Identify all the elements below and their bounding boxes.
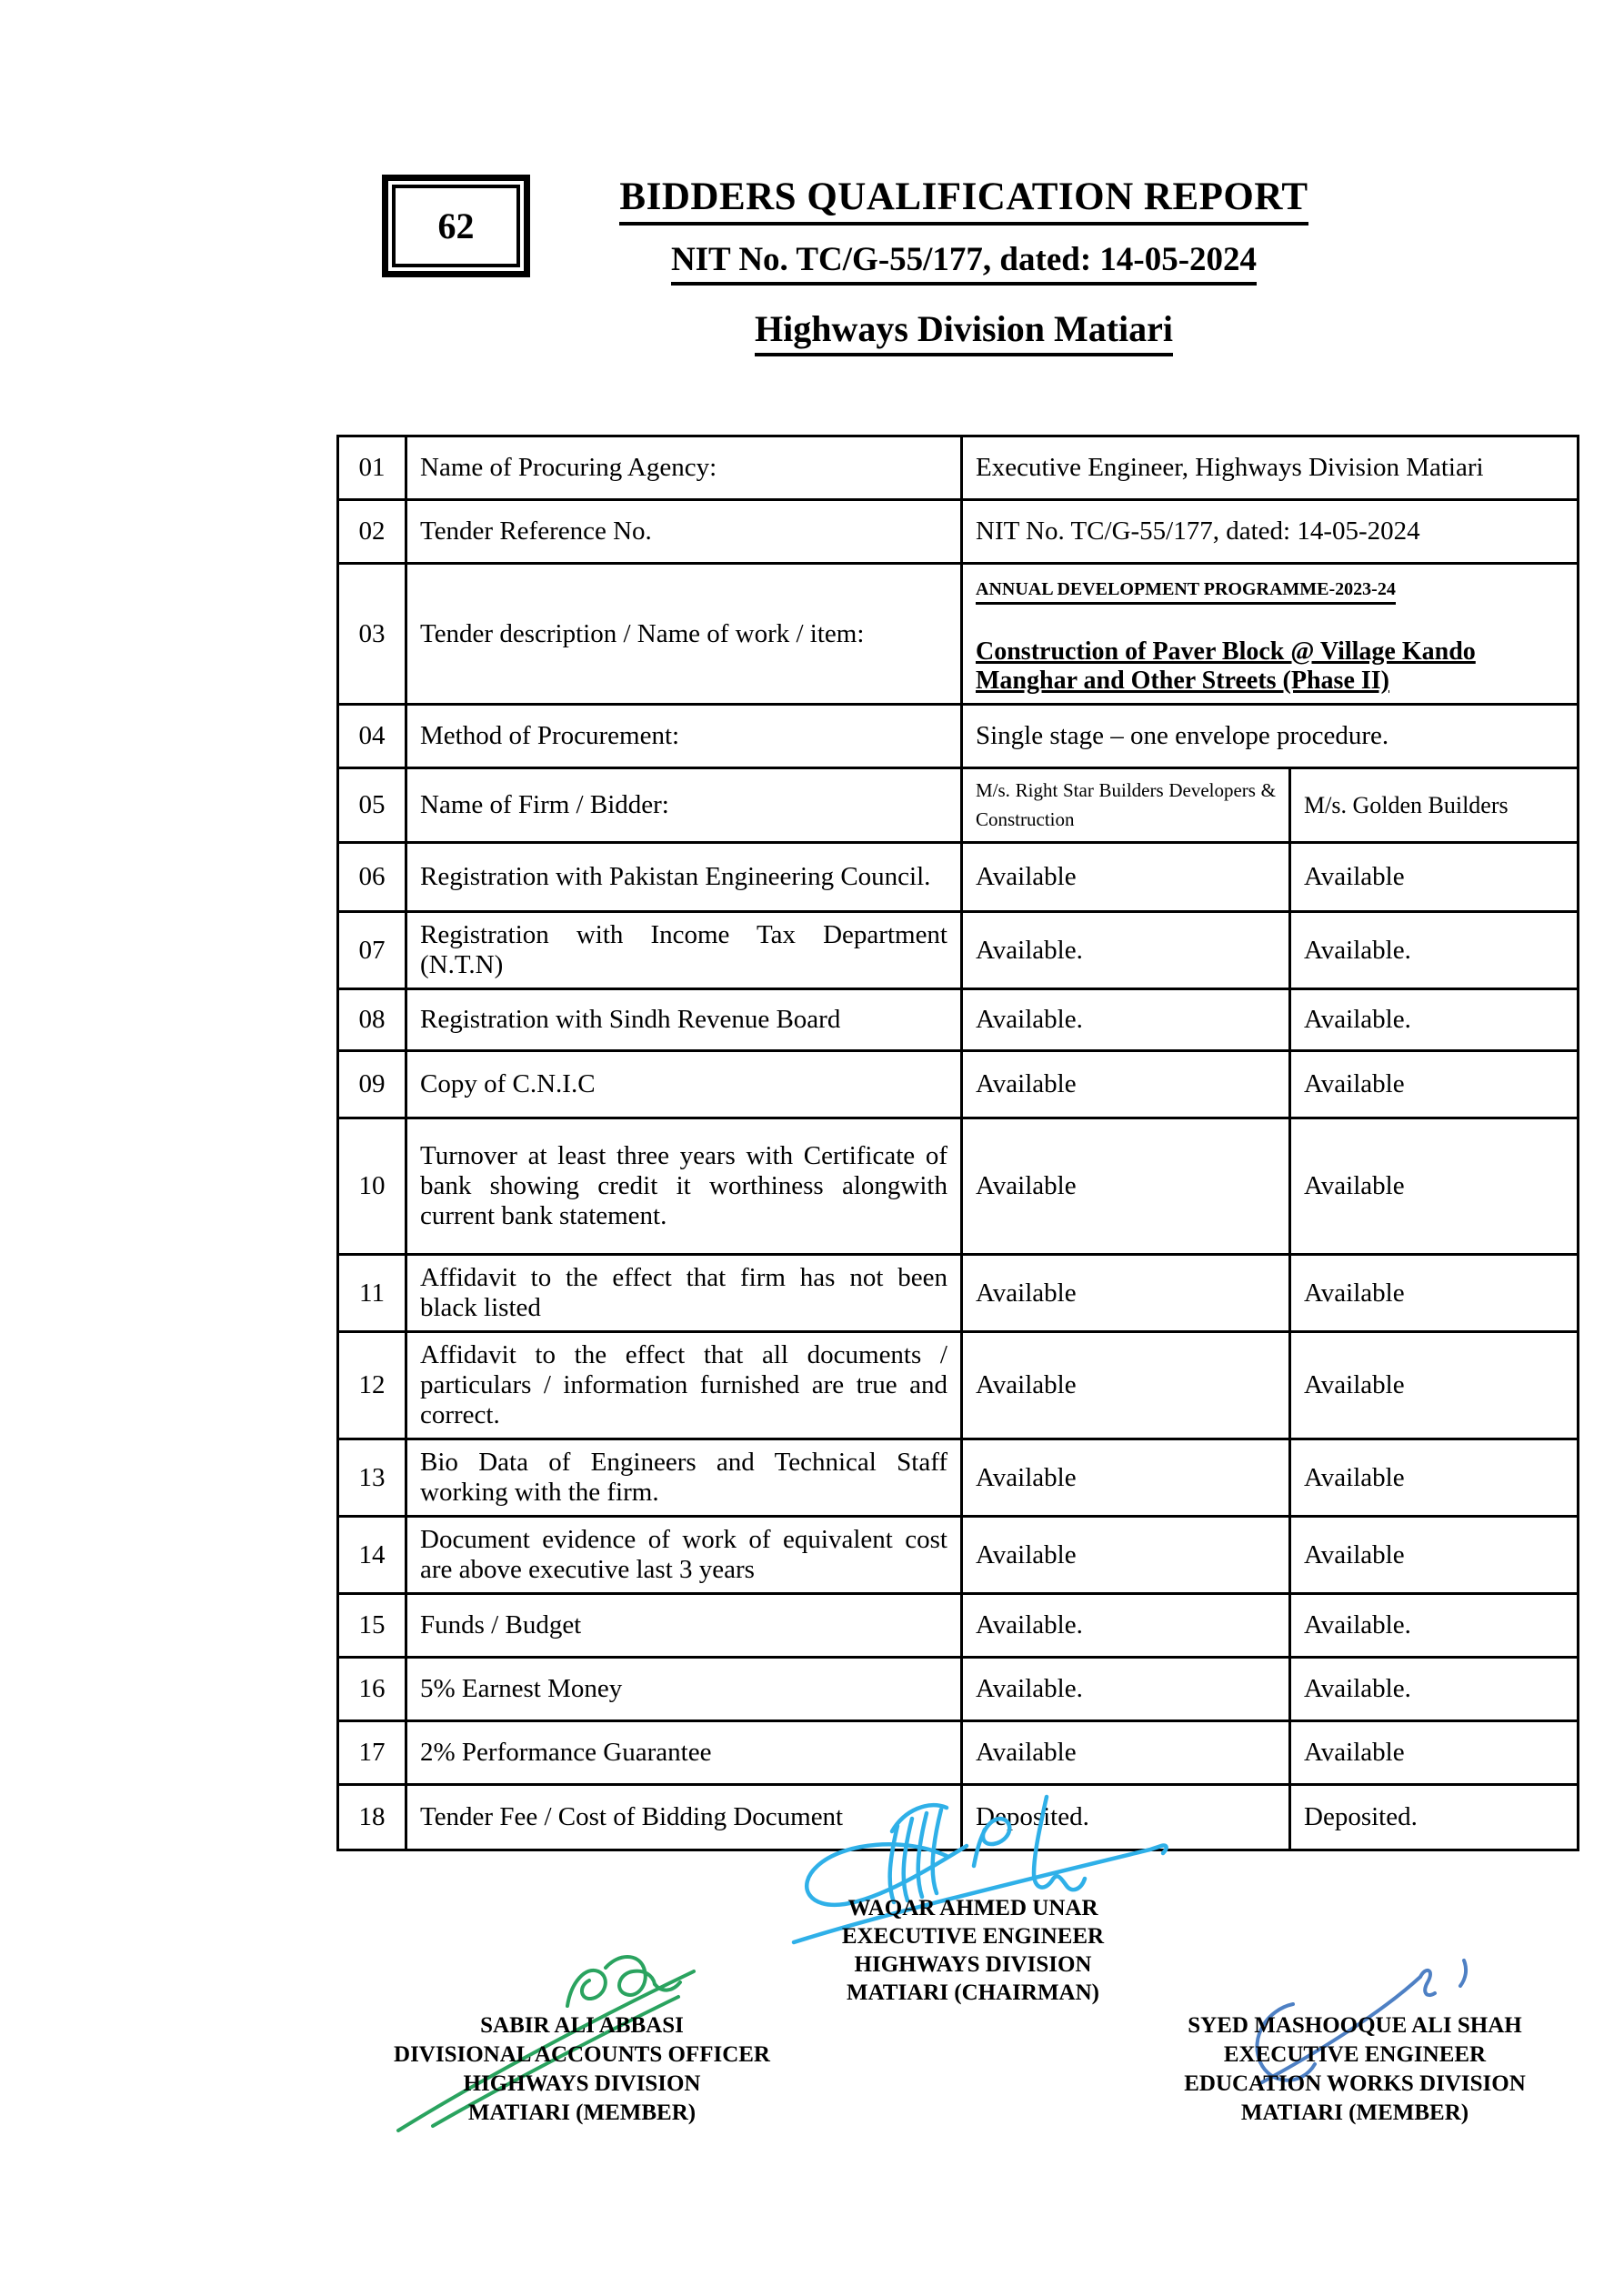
row-number-cell: 13 bbox=[338, 1439, 406, 1517]
bidder1-cell: Available bbox=[962, 1332, 1290, 1439]
bidder2-cell: Available bbox=[1290, 1332, 1579, 1439]
bidder2-cell: Available. bbox=[1290, 1594, 1579, 1658]
row-number-cell: 07 bbox=[338, 912, 406, 989]
report-header bbox=[400, 175, 1528, 356]
member-right-signature-block bbox=[1128, 2011, 1582, 2128]
table-row bbox=[338, 768, 1579, 843]
row-label-cell: Tender Reference No. bbox=[406, 500, 962, 564]
row-number-cell: 18 bbox=[338, 1785, 406, 1850]
row-label-cell: Name of Firm / Bidder: bbox=[406, 768, 962, 843]
bidder2-cell: M/s. Golden Builders bbox=[1290, 768, 1579, 843]
table-row bbox=[338, 705, 1579, 768]
division-title-row bbox=[400, 307, 1528, 356]
nit-reference-row bbox=[400, 240, 1528, 286]
bidder1-cell: Available. bbox=[962, 989, 1290, 1051]
bidder2-cell: Available. bbox=[1290, 912, 1579, 989]
table-row bbox=[338, 912, 1579, 989]
member-left-role: MATIARI (MEMBER) bbox=[467, 2100, 697, 2125]
row-number-cell: 05 bbox=[338, 768, 406, 843]
bidder1-cell: Available. bbox=[962, 1594, 1290, 1658]
row-number-cell: 03 bbox=[338, 564, 406, 705]
row-label-cell: Funds / Budget bbox=[406, 1594, 962, 1658]
report-title: BIDDERS QUALIFICATION REPORT bbox=[619, 175, 1308, 226]
row-number-cell: 09 bbox=[338, 1051, 406, 1118]
row-number-cell: 12 bbox=[338, 1332, 406, 1439]
row-number-cell: 02 bbox=[338, 500, 406, 564]
member-right-division: EDUCATION WORKS DIVISION bbox=[1184, 2071, 1526, 2096]
row-label-cell: Copy of C.N.I.C bbox=[406, 1051, 962, 1118]
row-number-cell: 15 bbox=[338, 1594, 406, 1658]
row-number-cell: 10 bbox=[338, 1118, 406, 1255]
row-number-cell: 16 bbox=[338, 1658, 406, 1721]
row-label-cell: Tender Fee / Cost of Bidding Document bbox=[406, 1785, 962, 1850]
row-label-cell: Turnover at least three years with Certificate of bank showing credit it worthiness alongwith current bank statement. bbox=[406, 1118, 962, 1255]
bidder2-cell: Available bbox=[1290, 1517, 1579, 1594]
bidder1-cell: Deposited. bbox=[962, 1785, 1290, 1850]
row-value-cell: Single stage – one envelope procedure. bbox=[962, 705, 1579, 768]
row-label-cell: Method of Procurement: bbox=[406, 705, 962, 768]
bidder1-cell: Available. bbox=[962, 1658, 1290, 1721]
row-label-cell: Document evidence of work of equivalent cost are above executive last 3 years bbox=[406, 1517, 962, 1594]
report-title-row bbox=[400, 175, 1528, 226]
table-row bbox=[338, 1255, 1579, 1332]
table-row bbox=[338, 1051, 1579, 1118]
row-value-cell bbox=[962, 564, 1579, 705]
row-label-cell: Name of Procuring Agency: bbox=[406, 436, 962, 500]
member-right-name: SYED MASHOOQUE ALI SHAH bbox=[1188, 2013, 1522, 2038]
bidder1-cell: Available bbox=[962, 1118, 1290, 1255]
bidder2-cell: Available. bbox=[1290, 989, 1579, 1051]
bidder1-cell: M/s. Right Star Builders Developers & Construction bbox=[962, 768, 1290, 843]
table-row bbox=[338, 843, 1579, 912]
bidder1-cell: Available bbox=[962, 843, 1290, 912]
bidder1-cell: Available bbox=[962, 1255, 1290, 1332]
row-label-cell: 2% Performance Guarantee bbox=[406, 1721, 962, 1785]
bidder2-cell: Available bbox=[1290, 1439, 1579, 1517]
chairman-title: EXECUTIVE ENGINEER bbox=[841, 1924, 1105, 1949]
table-row bbox=[338, 1658, 1579, 1721]
member-right-role: MATIARI (MEMBER) bbox=[1240, 2100, 1469, 2125]
programme-heading: ANNUAL DEVELOPMENT PROGRAMME-2023-24 bbox=[976, 579, 1396, 605]
row-value-cell: NIT No. TC/G-55/177, dated: 14-05-2024 bbox=[962, 500, 1579, 564]
table-row bbox=[338, 1721, 1579, 1785]
row-number-cell: 04 bbox=[338, 705, 406, 768]
table-row bbox=[338, 500, 1579, 564]
bidder1-cell: Available. bbox=[962, 912, 1290, 989]
table-row bbox=[338, 1118, 1579, 1255]
bidder2-cell: Available bbox=[1290, 1255, 1579, 1332]
bidder2-cell: Available bbox=[1290, 1721, 1579, 1785]
table-row bbox=[338, 436, 1579, 500]
page-number: 62 bbox=[392, 185, 520, 267]
member-left-signature-block bbox=[355, 2011, 809, 2128]
table-row bbox=[338, 1332, 1579, 1439]
row-label-cell: Tender description / Name of work / item: bbox=[406, 564, 962, 705]
bidder2-cell: Available bbox=[1290, 1051, 1579, 1118]
row-number-cell: 11 bbox=[338, 1255, 406, 1332]
chairman-division: HIGHWAYS DIVISION bbox=[854, 1952, 1092, 1977]
row-label-cell: Affidavit to the effect that all documents / particulars / information furnished are true and correct. bbox=[406, 1332, 962, 1439]
division-title: Highways Division Matiari bbox=[755, 307, 1173, 356]
member-left-name: SABIR ALI ABBASI bbox=[480, 2013, 684, 2038]
work-name: Construction of Paver Block @ Village Kando Manghar and Other Streets (Phase II) bbox=[976, 637, 1476, 695]
chairman-role: MATIARI (CHAIRMAN) bbox=[847, 1980, 1099, 2005]
member-left-division: HIGHWAYS DIVISION bbox=[463, 2071, 701, 2096]
table-row bbox=[338, 564, 1579, 705]
row-number-cell: 01 bbox=[338, 436, 406, 500]
row-number-cell: 17 bbox=[338, 1721, 406, 1785]
bidder1-cell: Available bbox=[962, 1051, 1290, 1118]
bidder2-cell: Available bbox=[1290, 1118, 1579, 1255]
row-label-cell: Registration with Pakistan Engineering Council. bbox=[406, 843, 962, 912]
row-label-cell: Registration with Sindh Revenue Board bbox=[406, 989, 962, 1051]
row-label-cell: Registration with Income Tax Department (N.T.N) bbox=[406, 912, 962, 989]
bidder2-cell: Deposited. bbox=[1290, 1785, 1579, 1850]
member-left-title: DIVISIONAL ACCOUNTS OFFICER bbox=[394, 2042, 770, 2067]
bidder1-cell: Available bbox=[962, 1517, 1290, 1594]
bidder2-cell: Available bbox=[1290, 843, 1579, 912]
row-value-cell: Executive Engineer, Highways Division Matiari bbox=[962, 436, 1579, 500]
row-label-cell: Affidavit to the effect that firm has not been black listed bbox=[406, 1255, 962, 1332]
member-right-title: EXECUTIVE ENGINEER bbox=[1223, 2042, 1487, 2067]
bidder1-cell: Available bbox=[962, 1721, 1290, 1785]
row-number-cell: 08 bbox=[338, 989, 406, 1051]
row-label-cell: Bio Data of Engineers and Technical Staff working with the firm. bbox=[406, 1439, 962, 1517]
chairman-name: WAQAR AHMED UNAR bbox=[847, 1896, 1098, 1920]
row-label-cell: 5% Earnest Money bbox=[406, 1658, 962, 1721]
table-row bbox=[338, 1439, 1579, 1517]
table-row bbox=[338, 1594, 1579, 1658]
bidder2-cell: Available. bbox=[1290, 1658, 1579, 1721]
chairman-signature-block bbox=[750, 1894, 1196, 2007]
row-number-cell: 14 bbox=[338, 1517, 406, 1594]
row-number-cell: 06 bbox=[338, 843, 406, 912]
qualification-table bbox=[336, 435, 1579, 1851]
table-row bbox=[338, 1517, 1579, 1594]
table-row bbox=[338, 989, 1579, 1051]
bidder1-cell: Available bbox=[962, 1439, 1290, 1517]
nit-reference: NIT No. TC/G-55/177, dated: 14-05-2024 bbox=[671, 240, 1257, 286]
